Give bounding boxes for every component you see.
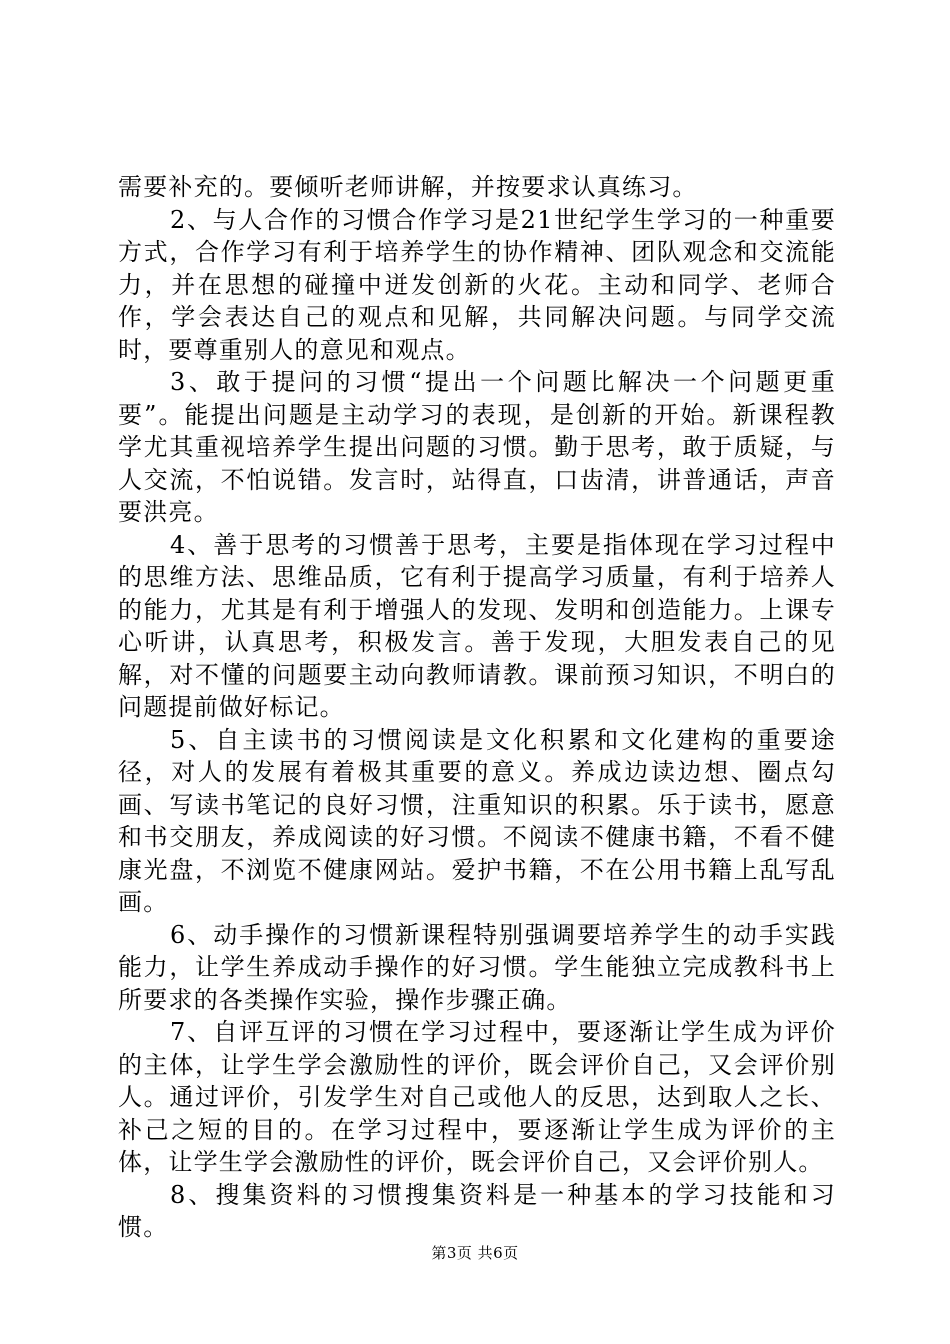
paragraph-cooperation-habit: 2、与人合作的习惯合作学习是21世纪学生学习的一种重要方式，合作学习有利于培养学生的协作精神、团队观念和交流能力，并在思想的碰撞中迸发创新的火花。主动和同学、老师合作，学会表达自己的观点和见解，共同解决问题。与同学交流时，要尊重别人的意见和观点。 (118, 205, 836, 364)
paragraph-thinking-habit: 4、善于思考的习惯善于思考，主要是指体现在学习过程中的思维方法、思维品质，它有利于提高学习质量，有利于培养人的能力，尤其是有利于增强人的发现、发明和创造能力。上课专心听讲，认真思考，积极发言。善于发现，大胆发表自己的见解，对不懂的问题要主动向教师请教。课前预习知识，不明白的问题提前做好标记。 (118, 530, 836, 721)
paragraph-research-habit: 8、搜集资料的习惯搜集资料是一种基本的学习技能和习惯。 (118, 1180, 836, 1241)
paragraph-evaluation-habit: 7、自评互评的习惯在学习过程中，要逐渐让学生成为评价的主体，让学生学会激励性的评价，既会评价自己，又会评价别人。通过评价，引发学生对自己或他人的反思，达到取人之长、补己之短的目的。在学习过程中，要逐渐让学生成为评价的主体，让学生学会激励性的评价，既会评价自己，又会评价别人。 (118, 1018, 836, 1176)
page-number-footer: 第3页 共6页 (431, 1244, 519, 1262)
paragraph-questioning-habit: 3、敢于提问的习惯“提出一个问题比解决一个问题更重要”。能提出问题是主动学习的表现，是创新的开始。新课程教学尤其重视培养学生提出问题的习惯。勤于思考，敢于质疑，与人交流，不怕说错。发言时，站得直，口齿清，讲普通话，声音要洪亮。 (118, 368, 836, 526)
document-body (118, 171, 836, 1244)
paragraph-continuation: 需要补充的。要倾听老师讲解，并按要求认真练习。 (118, 173, 698, 201)
paragraph-reading-habit: 5、自主读书的习惯阅读是文化积累和文化建构的重要途径，对人的发展有着极其重要的意义。养成边读边想、圈点勾画、写读书笔记的良好习惯，注重知识的积累。乐于读书，愿意和书交朋友，养成阅读的好习惯。不阅读不健康书籍，不看不健康光盘，不浏览不健康网站。爱护书籍，不在公用书籍上乱写乱画。 (118, 725, 836, 916)
paragraph-hands-on-habit: 6、动手操作的习惯新课程特别强调要培养学生的动手实践能力，让学生养成动手操作的好习惯。学生能独立完成教科书上所要求的各类操作实验，操作步骤正确。 (118, 920, 836, 1014)
